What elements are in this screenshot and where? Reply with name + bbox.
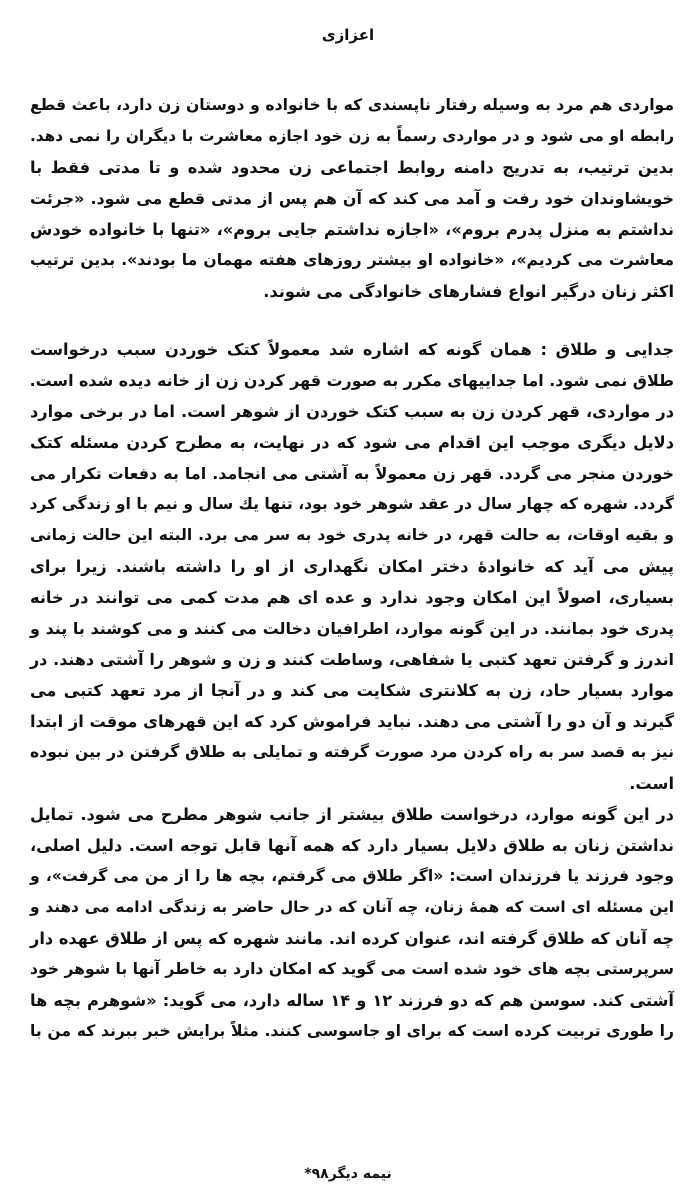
running-head: اعزازی	[321, 26, 375, 44]
text-line: سرپرستی بچه های خود شده است می گوید که امکان دارد به خاطر آنها با شوهر خود	[30, 960, 674, 978]
text-line: بسیاری، اصولاً این امکان وجود ندارد و عده ای هم مدت کمی می توانند در خانه	[30, 588, 674, 607]
text-line: اندرز و گرفتن تعهد کتبی یا شفاهی، وساطت کنند و زن و شوهر را آشتی دهند. در	[30, 650, 674, 669]
text-line: در مواردی، قهر کردن زن به سبب کتک خوردن از شوهر است. اما در برخی موارد	[30, 402, 674, 421]
text-line: اکثر زنان درگیر انواع فشارهای خانوادگی می شوند.	[263, 282, 674, 301]
text-line: نیز به قصد سر به راه کردن مرد صورت گرفته و تمایلی به طلاق گرفتن در بین نبوده	[30, 743, 674, 761]
text-line: و بقیه اوقات، به حالت قهر، در خانه پدری خود به سر می برد. البته این حالت زمانی	[30, 526, 674, 544]
text-line: گردد. شهره که چهار سال در عقد شوهر خود بود، تنها یك سال و نیم با او زندگی کرد	[29, 495, 674, 513]
text-line: در این گونه موارد، درخواست طلاق بیشتر از جانب شوهر مطرح می شود. تمایل	[30, 805, 674, 824]
text-line: موارد بسیار حاد، زن به کلانتری شکایت می کند و در آنجا از مرد تعهد کتبی می	[30, 681, 674, 700]
text-line: این مسئله ای است که همهٔ زنان، چه آنان که در حال حاضر به زندگی ادامه می دهند و	[30, 898, 674, 916]
text-line: پیش می آید که خانوادهٔ دختر امکان نگهداری از او را داشته باشند. زیرا برای	[30, 557, 674, 576]
text-line: خویشاوندان خود رفت و آمد می کند که آن هم پس از مدتی قطع می شود. «جرئت	[30, 189, 674, 208]
text-line: را طوری تربیت کرده است که برای او جاسوسی کنند. مثلاً برایش خبر ببرند که من با	[30, 1022, 674, 1040]
paragraph-1	[30, 90, 674, 307]
text-line: جدایی و طلاق : همان گونه که اشاره شد معمولاً کتک خوردن سبب درخواست	[30, 340, 674, 359]
text-line: بدین ترتیب، به تدریج دامنه روابط اجتماعی زن محدود شده و تا مدتی فقط با	[30, 158, 674, 177]
body-text	[30, 90, 674, 1047]
text-line: وجود فرزند یا فرزندان است: «اگر طلاق می گرفتم، بچه ها را از من می گرفت»، و	[30, 867, 674, 885]
text-line: چه آنان که طلاق گرفته اند، عنوان کرده اند. مانند شهره که پس از طلاق عهده دار	[30, 929, 674, 948]
text-line: آشتی کند. سوسن هم که دو فرزند ۱۲ و ۱۴ ساله دارد، می گوید: «شوهرم بچه ها	[30, 991, 674, 1010]
text-line: پدری خود بمانند. در این گونه موارد، اطرافیان دخالت می کنند و می کوشند با پند و	[30, 619, 674, 638]
text-line: رابطه او می شود و در مواردی رسماً به زن خود اجازه معاشرت با دیگران را نمی دهد.	[30, 127, 674, 145]
text-line: مواردی هم مرد به وسیله رفتار ناپسندی که با خانواده و دوستان زن دارد، باعث قطع	[30, 96, 674, 114]
page-footer: نیمه دیگر۹۸*	[304, 1166, 392, 1182]
text-line: است.	[629, 774, 674, 793]
text-line: دلایل دیگری موجب این اقدام می شود که در نهایت، به مطرح کردن مسئله کتک	[30, 433, 674, 452]
text-line: طلاق نمی شود. اما جداییهای مکرر به صورت قهر کردن زن از خانه دیده شده است.	[29, 371, 674, 390]
paragraph-2	[30, 334, 674, 799]
text-line: نداشتن زنان به طلاق دلایل بسیار دارد که همه آنها قابل توجه است. دلیل اصلی،	[30, 836, 674, 855]
text-line: معاشرت می کردیم»، «خانواده او بیشتر روزهای هفته مهمان ما بودند». بدین ترتیب	[30, 251, 674, 269]
text-line: گیرند و آن دو را آشتی می دهند. نباید فراموش کرد که این قهرهای موقت از ابتدا	[30, 712, 674, 731]
paragraph-3	[30, 799, 674, 1047]
text-line: نداشتم به منزل پدرم بروم»، «اجازه نداشتم جایی بروم»، «تنها با خانواده خودش	[30, 220, 674, 239]
text-line: خوردن منجر می گردد. قهر زن معمولاً به آشتی می انجامد. اما به دفعات تکرار می	[30, 464, 674, 483]
